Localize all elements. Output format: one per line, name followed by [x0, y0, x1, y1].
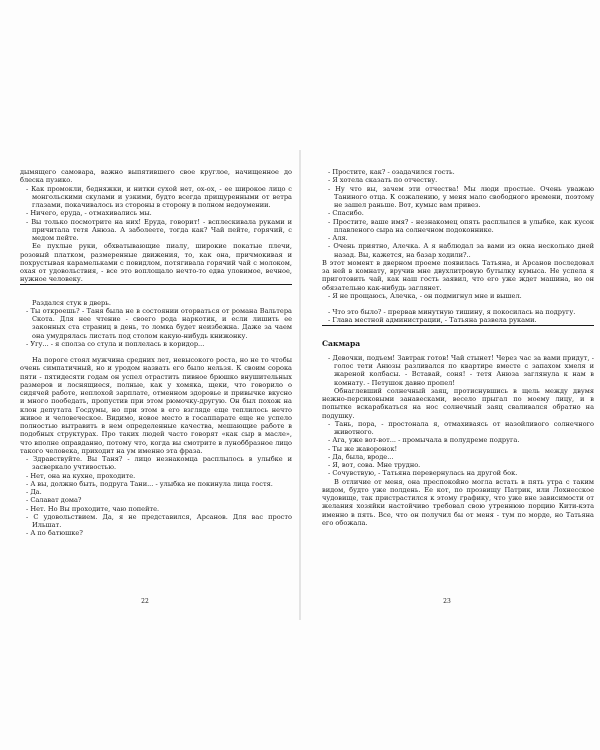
paragraph: дымящего самовара, важно выпятившего свое круглое, начищенное до блеска пузико. — [20, 168, 292, 185]
page-number-left: 22 — [141, 598, 149, 605]
dialogue-line: - Аля. — [328, 234, 348, 242]
dialogue-line: - Нет, она на кухне, проходите. — [26, 471, 136, 480]
dialogue-line: - Глава местной администрации, - Татьяна развела руками. — [322, 316, 594, 325]
paragraph: В отличие от меня, она преспокойно могла встать в пять утра с таким видом, будто уже полдень. Ее кот, по прозвищу Патрик, или Лохнесское чудовище, так пристрастился к этому графику, что уже вне зависимости от желания хозяйки настойчиво требовал свою утреннюю порцию Кити-кэта именно в пять. Все, что он получил бы от меня - тум по морде, но Татьяна его обожала. — [322, 477, 594, 527]
paragraph: На пороге стоял мужчина средних лет, невысокого роста, но не то чтобы очень симпатичный, но и уродом назвать его было нельзя. К своим сорока пяти - пятидесяти годам он успел отрастить пивное брюшко внушительных размеров и лоснящиеся, полные, как у хомяка, щеки, что говорило о сидячей работе, неплохой зарплате, отменном здоровье и привычке вкусно и много пообедать, пропустив при этом рюмочку-другую. Он был похож на клон депутата Госдумы, но при этом в его взгляде еще теплилось нечто живое и человеческое. Видимо, новое место в госаппарате еще не успело полностью вытравить в нем определенные качества, мешающие работе в подобных структурах. Про таких людей часто говорят «как сыр в масле», что вполне оправданно, потому что, когда вы смотрите в луноббразное лицо такого человека, приходит на ум именно эта фраза. — [20, 356, 292, 455]
dialogue-line: - Нет. Но Вы проходите, чаю попейте. — [26, 504, 160, 513]
dialogue-line: - Ничего, еруда, - отмахивались мы. — [26, 209, 152, 218]
dialogue-line: - Я не прощаюсь, Алечка, - он подмигнул мне и вышел. — [328, 291, 522, 300]
right-page — [322, 168, 594, 598]
paragraph: В этот момент в дверном проеме появилась Татьяна, и Арсанов последовал за ней в комнату, вручив мне двухлитровую бутылку кумыса. Не успела я приготовить чай, как наш гость заявил, что его уже ждет машина, но он обязательно как-нибудь заглянет. — [322, 258, 594, 292]
dialogue-line: - Ага, уже вот-вот... - промычала в полудреме подруга. — [328, 436, 520, 445]
dialogue-line: - Сочувствую, - Татьяна перевернулась на другой бок. — [328, 469, 518, 478]
dialogue-line: - Девочки, подъем! Завтрак готов! Чай стынет! Через час за вами придут, - голос тети Анюзы разливался по квартире вместе с запахом хмеля и жареной колбасы. - Вставай, соня! - тетя Анюза заглянула к нам в комнату. - Петушок давно пропел! — [328, 353, 594, 387]
dialogue-line: - Здравствуйте. Вы Таня? - лицо незнакомца расплылось в улыбке и засверкало учтивостью. — [26, 455, 292, 472]
paragraph: Раздался стук в дверь. — [32, 298, 111, 307]
paragraph: Обнаглевший солнечный заяц, протиснувшись в щель между двумя нежно-персиковыми занавесками, весело прыгал по моему лицу, и в попытке вскарабкаться на нос солнечный заяц сваливался обратно на подушку. — [322, 386, 594, 420]
dialogue-line: - Очень приятно, Алечка. А я наблюдал за вами из окна несколько дней назад. Вы, кажется, на базар ходили?.. — [328, 242, 594, 259]
book-gutter — [299, 150, 301, 620]
dialogue-line: - Салават дома? — [26, 496, 82, 505]
dialogue-line: - Тань, пора, - простонала я, отмахиваясь от назойливого солнечного животного. — [328, 419, 594, 436]
dialogue-line: - Я, вот, сова. Мне трудно. — [328, 461, 421, 469]
dialogue-line: - Ты откроешь? - Таня была не в состоянии оторваться от романа Вальтера Скота. Для нее чтение - своего рода наркотик, и если лишить ее законных ста страниц в день, то ломка будет неизбежна. Даже за чаем она умудрялась листать под столом какую-нибудь книжонку. — [26, 306, 292, 340]
paragraph: Ее пухлые руки, обхватывающие пиалу, широкие покатые плечи, розовый платком, размеренные движения, то, как она, причмокивая и похрустывая карамельками с повидлом, потягивала горячий чай с молоком, охая от удовольствия, - все это воплощало нечто-то едва уловимое, вечное, нужное человеку. — [20, 242, 292, 284]
dialogue-line: - Простите, ваше имя? - незнакомец опять расплылся в улыбке, как кусок плавленого сыра на солнечном подоконнике. — [328, 217, 594, 234]
dialogue-line: - Да. — [26, 488, 42, 496]
dialogue-line: - Простите, как? - озадачился гость. — [328, 168, 455, 176]
dialogue-line: - Я хотела сказать по отчеству. — [328, 176, 438, 185]
dialogue-line: - Вы только посмотрите на них! Еруда, говорит! - всплескивала руками и причитала тетя Анюза. А заболеете, тогда как? Чай пейте, горячий, с медом пейте. — [26, 217, 292, 242]
dialogue-line: - Спасибо. — [328, 209, 364, 218]
chapter-heading: Сакмара — [322, 338, 361, 348]
dialogue-line: - Ну что вы, зачем эти отчества! Мы люди простые. Очень уважаю Таниного отца. К сожалению, у меня мало свободного времени, поэтому не зашел раньше. Вот, кумыс вам привез. — [328, 184, 594, 209]
section-gap — [322, 326, 594, 340]
section-gap — [20, 348, 292, 356]
dialogue-line: - А по батюшке? — [26, 529, 83, 538]
left-page — [20, 168, 292, 598]
dialogue-line: - Да, была, вроде... — [328, 452, 394, 461]
dialogue-line: - Как промокли, бедняжки, и нитки сухой нет, ох-ох, - ее широкое лицо с монгольскими скулами и узкими, будто всегда прищуренными от ветра глазами, покачивалось из стороны в сторону в полном недоумении. — [26, 184, 292, 209]
section-gap — [20, 285, 292, 299]
dialogue-line: - Ты же жаворонок! — [328, 444, 398, 453]
section-gap — [322, 300, 594, 308]
dialogue-line: - Что это было? - прервав минутную тишину, я покосилась на подругу. — [328, 308, 576, 316]
dialogue-line: - Угу... - я сполза со стула и поплелась в коридор... — [26, 339, 205, 348]
dialogue-line: - С удовольствием. Да, я не представился, Арсанов. Для вас просто Ильшат. — [26, 512, 292, 529]
page-number-right: 23 — [443, 598, 451, 605]
dialogue-line: - А вы, должно быть, подруга Тани... - улыбка не покинула лица гостя. — [26, 479, 273, 488]
